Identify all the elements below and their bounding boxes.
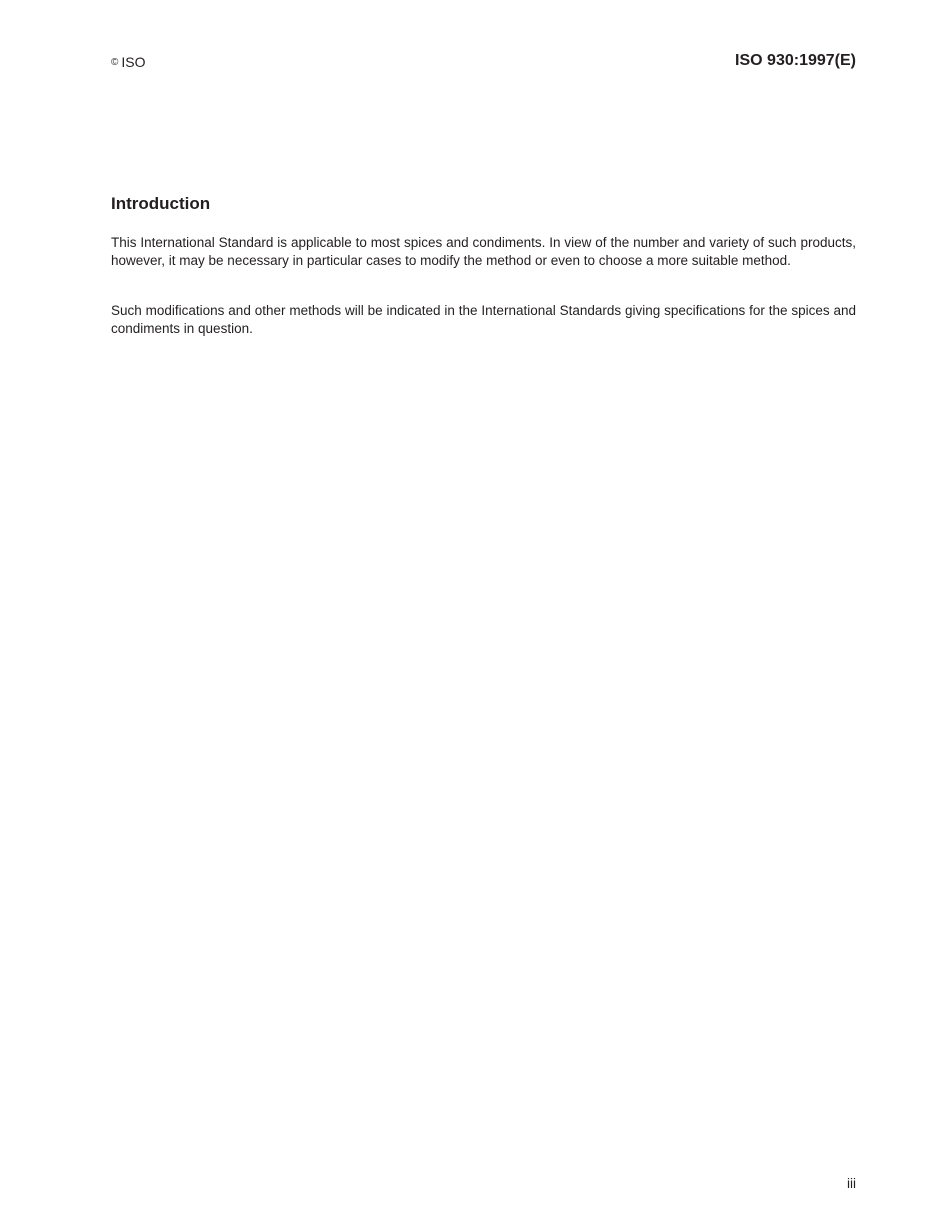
document-identifier: ISO 930:1997(E) xyxy=(735,52,856,69)
body-paragraph: This International Standard is applicable to most spices and condiments. In view of the number and variety of such products, however, it may be necessary in particular cases to modify the method or even to choose a more suitable method. xyxy=(111,235,856,268)
page-number: iii xyxy=(847,1176,856,1191)
copyright-owner: ISO xyxy=(121,54,146,70)
copyright-notice xyxy=(111,54,146,71)
body-paragraph: Such modifications and other methods will be indicated in the International Standards giving specifications for the spices and condiments in question. xyxy=(111,303,856,336)
section-heading: Introduction xyxy=(111,194,211,213)
copyright-symbol: © xyxy=(111,57,119,68)
